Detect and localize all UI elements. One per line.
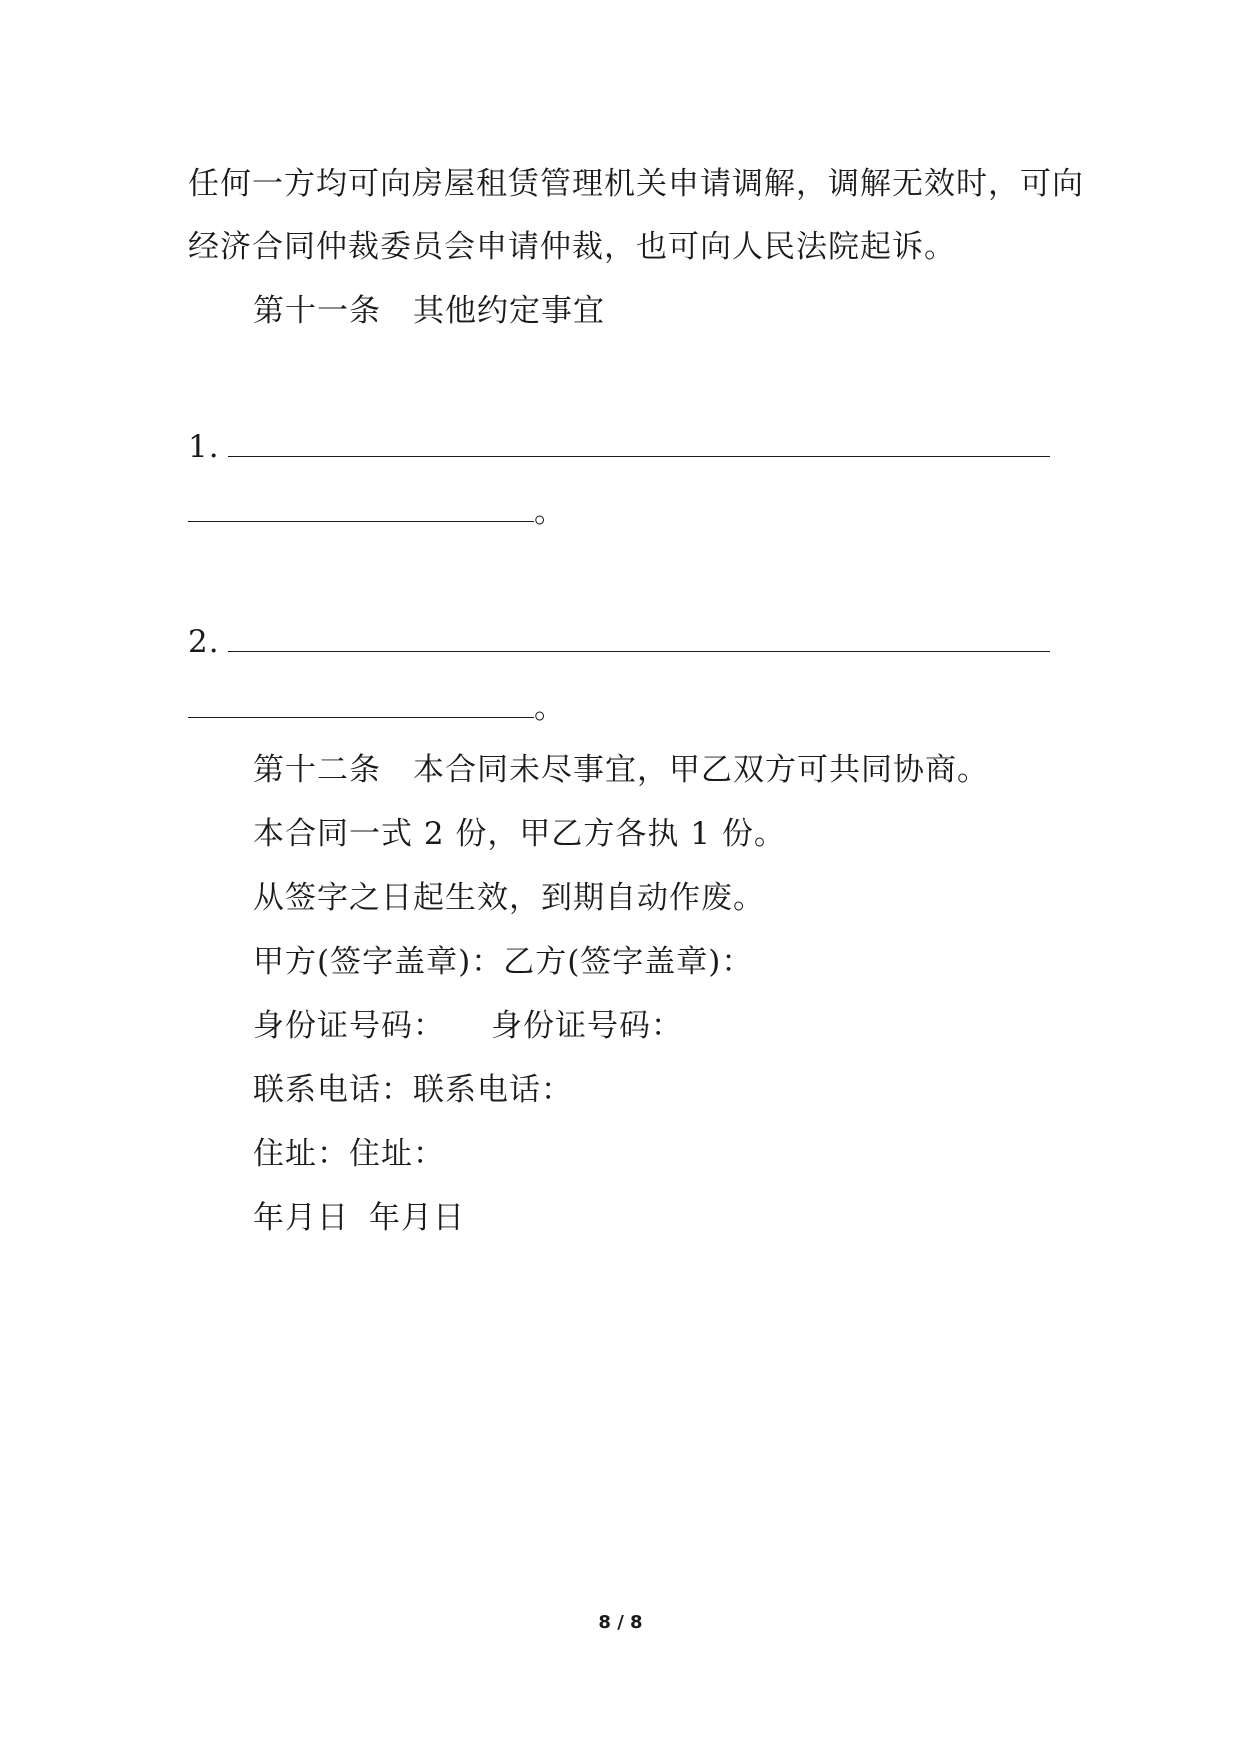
copies-clause: 本合同一式 2 份，甲乙方各执 1 份。 — [253, 816, 786, 852]
party-b-id-label: 身份证号码： — [491, 1008, 683, 1044]
item-2 — [188, 622, 1050, 662]
party-b-address-label: 住址： — [349, 1136, 445, 1172]
article-11-heading — [253, 291, 605, 331]
article-11-title: 其他约定事宜 — [413, 293, 605, 329]
body-text-line-1: 任何一方均可向房屋租赁管理机关申请调解，调解无效时，可向 — [188, 166, 1084, 202]
party-a-date: 年月日 — [253, 1200, 349, 1236]
effective-clause: 从签字之日起生效，到期自动作废。 — [253, 880, 765, 916]
address-line — [253, 1134, 445, 1174]
body-text-line-2: 经济合同仲裁委员会申请仲裁，也可向人民法院起诉。 — [188, 229, 956, 265]
item-1-number: 1. — [188, 429, 220, 465]
item-1-continuation — [188, 492, 566, 532]
article-12 — [253, 750, 989, 790]
item-2-blank-line-continued — [188, 691, 534, 718]
item-1 — [188, 427, 1050, 467]
party-a-signature-label: 甲方(签字盖章)： — [253, 944, 504, 980]
party-a-phone-label: 联系电话： — [253, 1072, 413, 1108]
item-1-blank-line — [228, 430, 1050, 457]
article-12-text: 本合同未尽事宜，甲乙双方可共同协商。 — [413, 752, 989, 788]
phone-line — [253, 1070, 573, 1110]
signature-line — [253, 942, 753, 982]
item-2-end-mark: 。 — [534, 690, 566, 726]
party-a-address-label: 住址： — [253, 1136, 349, 1172]
article-12-number: 第十二条 — [253, 752, 381, 788]
article-11-number: 第十一条 — [253, 293, 381, 329]
item-2-number: 2. — [188, 624, 220, 660]
party-a-id-label: 身份证号码： — [253, 1008, 445, 1044]
page-number: 8 / 8 — [598, 1612, 643, 1633]
id-number-line — [253, 1006, 683, 1046]
item-1-blank-line-continued — [188, 495, 534, 522]
party-b-signature-label: 乙方(签字盖章)： — [503, 944, 754, 980]
item-2-blank-line — [228, 625, 1050, 652]
party-b-phone-label: 联系电话： — [413, 1072, 573, 1108]
item-1-end-mark: 。 — [534, 494, 566, 530]
item-2-continuation — [188, 688, 566, 728]
date-line — [253, 1198, 465, 1238]
party-b-date: 年月日 — [369, 1200, 465, 1236]
